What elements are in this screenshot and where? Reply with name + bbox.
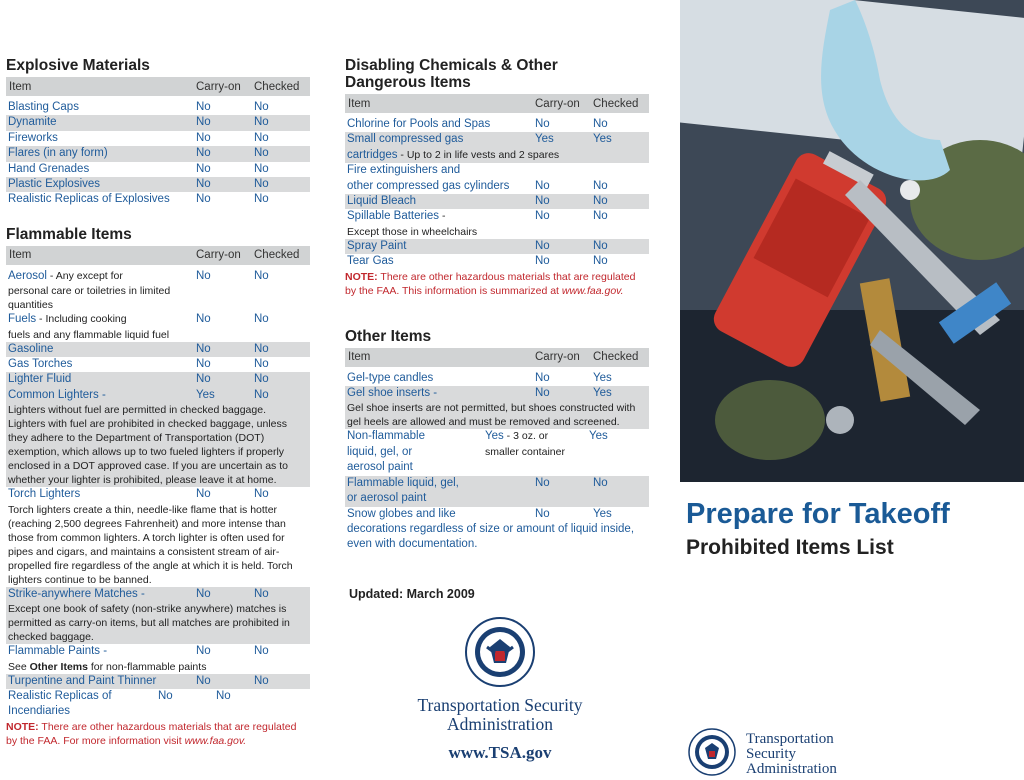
table-row: Flammable liquid, gel, No No or aerosol paint (345, 476, 649, 507)
cover-subtitle: Prohibited Items List (686, 536, 894, 559)
table-row: Blasting Caps No No (8, 101, 269, 113)
faa-link[interactable]: www.faa.gov. (184, 734, 247, 747)
table-row: Flares (in any form) No No (6, 146, 310, 161)
table-row: Fuels - Including cooking No No fuels and any flammable liquid fuel (8, 313, 269, 341)
column-left (6, 0, 310, 748)
table-row: Common Lighters - Yes No Lighters without fuel are permitted in checked baggage. Lighters with fuel are prohibited in checked baggage, unless they adhere to the Department of Transportation (DOT) exemption, which allows up to two fueled lighters if properly enclosed in a DOT approved case. If you are uncertain as to whether your lighter is prohibited, please leave it at home. (6, 388, 310, 487)
table-row: Flammable Paints - No No See Other Items for non-flammable paints (8, 645, 269, 673)
table-row: Aerosol - Any except for No No personal care or toiletries in limited quantities (8, 269, 269, 312)
table-row: Lighter Fluid No No (6, 372, 310, 387)
chemicals-table (345, 117, 649, 298)
cover-photo (680, 0, 1024, 482)
table-row: Liquid Bleach No No (345, 194, 649, 209)
section-title-explosive: Explosive Materials (6, 57, 150, 74)
table-row: Tear Gas No No (347, 255, 608, 268)
table-row: Strike-anywhere Matches - No No Except one book of safety (non-strike anywhere) matches is permitted as carry-on items, but all matches are prohibited in checked baggage. (6, 587, 310, 644)
table-row: Fireworks No No (8, 131, 269, 144)
section-title-flammable: Flammable Items (6, 225, 132, 243)
table-row: Plastic Explosives No No (6, 177, 310, 192)
dhs-seal-icon (465, 617, 535, 687)
cover-title: Prepare for Takeoff (686, 498, 950, 530)
table-row: Non-flammable liquid, gel, or aerosol paint Yes - 3 oz. or smaller container Yes (347, 430, 608, 474)
flammable-table (6, 269, 310, 748)
table-row: Chlorine for Pools and Spas No No (347, 118, 608, 130)
table-row: Fire extinguishers and other compressed gas cylinders No No (347, 164, 608, 192)
column-cover (680, 0, 1024, 780)
tsa-website-link[interactable]: www.TSA.gov (448, 743, 552, 762)
table-row: Gasoline No No (6, 342, 310, 357)
note-flammable: NOTE: There are other hazardous materials that are regulated by the FAA. For more information visit www.faa.gov. (6, 720, 297, 747)
table-row: Snow globes and like No Yes decorations regardless of size or amount of liquid inside, even with documentation. (347, 507, 635, 551)
table-header: Item Carry-on Checked (6, 77, 310, 96)
table-row: Turpentine and Paint Thinner No No (6, 674, 310, 689)
table-row: Realistic Replicas of Incendiaries No No (8, 689, 231, 718)
dhs-seal-icon (688, 728, 736, 776)
explosive-table (6, 100, 310, 208)
updated-date: Updated: March 2009 (349, 587, 475, 601)
tsa-wordmark-small: Transportation Security Administration (746, 731, 837, 777)
table-header: Item Carry-on Checked (345, 348, 649, 367)
column-middle (345, 0, 649, 762)
table-header: Item Carry-on Checked (6, 246, 310, 265)
faa-link[interactable]: www.faa.gov. (561, 284, 624, 297)
table-row: Spillable Batteries - No No Except those in wheelchairs (347, 210, 608, 238)
table-row: Torch Lighters No No Torch lighters create a thin, needle-like flame that is hotter (reaching 2,500 degrees Fahrenheit) and more intense than those from common lighters. A torch lighter is often used for pipes and cigars, and maintains a consistent stream of air-propelled fire regardless of the angle at which it is held. Torch lighters continue to be banned. (8, 488, 293, 586)
table-row: Gel shoe inserts - No Yes Gel shoe inserts are not permitted, but shoes constructed with gel heels are allowed and must be removed and screened. (345, 386, 649, 429)
note-chemicals: NOTE: There are other hazardous materials that are regulated by the FAA. This information is summarized at www.faa.gov. (345, 270, 636, 297)
table-row: Spray Paint No No (345, 239, 649, 254)
table-row: Small compressed gas Yes Yes cartridges - Up to 2 in life vests and 2 spares (345, 132, 649, 163)
table-row: Realistic Replicas of Explosives No No (8, 193, 269, 206)
other-table (345, 371, 649, 553)
table-row: Gel-type candles No Yes (347, 371, 612, 384)
table-header: Item Carry-on Checked (345, 94, 649, 113)
tsa-wordmark: Transportation Security Administration (417, 695, 583, 734)
section-title-other: Other Items (345, 327, 432, 345)
table-row: Hand Grenades No No (8, 162, 269, 175)
table-row: Dynamite No No (6, 115, 310, 130)
table-row: Gas Torches No No (8, 358, 269, 371)
section-title-chemicals: Disabling Chemicals & Other Dangerous Items (345, 57, 558, 91)
